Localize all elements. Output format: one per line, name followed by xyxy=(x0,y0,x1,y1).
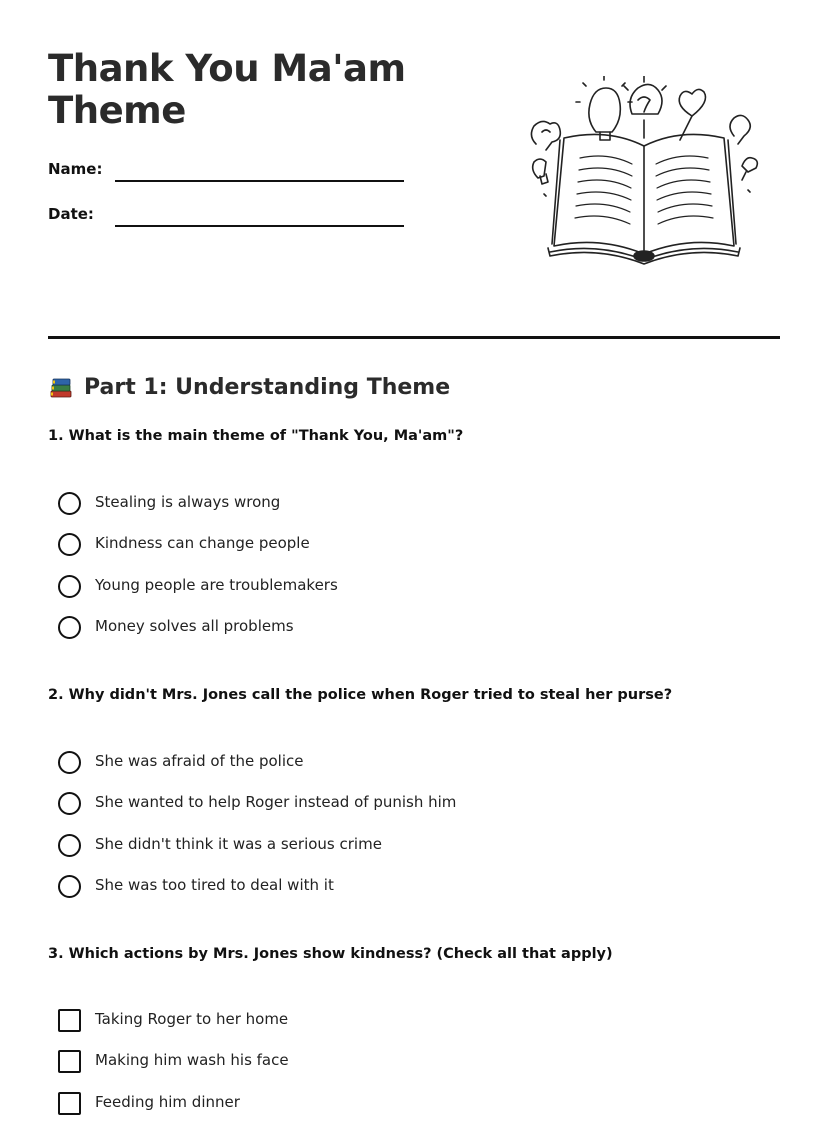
option-label: She wanted to help Roger instead of punish him xyxy=(95,793,457,812)
option[interactable] xyxy=(58,575,758,616)
title-line-1: Thank You Ma'am xyxy=(48,47,406,90)
option[interactable] xyxy=(58,834,758,875)
option-label: Taking Roger to her home xyxy=(95,1010,289,1028)
option[interactable] xyxy=(58,616,758,657)
option-label: She was afraid of the police xyxy=(95,752,304,770)
radio-button[interactable] xyxy=(58,875,81,898)
radio-button[interactable] xyxy=(58,492,81,515)
radio-button[interactable] xyxy=(58,751,81,774)
option-label: Making him wash his face xyxy=(95,1051,289,1070)
option[interactable] xyxy=(58,1092,758,1133)
checkbox[interactable] xyxy=(58,1050,81,1073)
option-label: Young people are troublemakers xyxy=(95,575,338,594)
question-1: 1. What is the main theme of "Thank You, Ma'am"? xyxy=(48,428,464,444)
section-divider xyxy=(48,336,780,339)
checkbox[interactable] xyxy=(58,1009,81,1032)
option[interactable] xyxy=(58,492,758,533)
option-label: Kindness can change people xyxy=(95,534,310,553)
date-field[interactable] xyxy=(115,225,404,227)
option-label: Stealing is always wrong xyxy=(95,493,281,511)
name-field[interactable] xyxy=(115,180,404,182)
question-2-options xyxy=(58,751,758,916)
option-label: Feeding him dinner xyxy=(95,1092,240,1111)
option-label: She was too tired to deal with it xyxy=(95,875,334,894)
part-1-heading xyxy=(48,374,450,400)
name-field-row xyxy=(48,160,408,190)
question-3: 3. Which actions by Mrs. Jones show kindness? (Check all that apply) xyxy=(48,946,613,962)
name-label: Name: xyxy=(48,160,103,178)
question-3-options xyxy=(58,1009,758,1133)
date-field-row xyxy=(48,205,408,235)
radio-button[interactable] xyxy=(58,575,81,598)
question-2: 2. Why didn't Mrs. Jones call the police when Roger tried to steal her purse? xyxy=(48,687,673,703)
date-label: Date: xyxy=(48,205,94,223)
radio-button[interactable] xyxy=(58,792,81,815)
question-1-options xyxy=(58,492,758,657)
open-book-with-ideas-icon xyxy=(520,76,764,266)
worksheet-title xyxy=(48,48,406,132)
option[interactable] xyxy=(58,751,758,792)
option[interactable] xyxy=(58,792,758,833)
books-icon xyxy=(48,374,74,400)
option[interactable] xyxy=(58,533,758,574)
option[interactable] xyxy=(58,1050,758,1091)
option[interactable] xyxy=(58,1009,758,1050)
option[interactable] xyxy=(58,875,758,916)
option-label: Money solves all problems xyxy=(95,616,294,635)
checkbox[interactable] xyxy=(58,1092,81,1115)
radio-button[interactable] xyxy=(58,834,81,857)
option-label: She didn't think it was a serious crime xyxy=(95,834,382,853)
radio-button[interactable] xyxy=(58,533,81,556)
title-line-2: Theme xyxy=(48,89,186,132)
part-1-heading-text: Part 1: Understanding Theme xyxy=(84,374,451,400)
radio-button[interactable] xyxy=(58,616,81,639)
